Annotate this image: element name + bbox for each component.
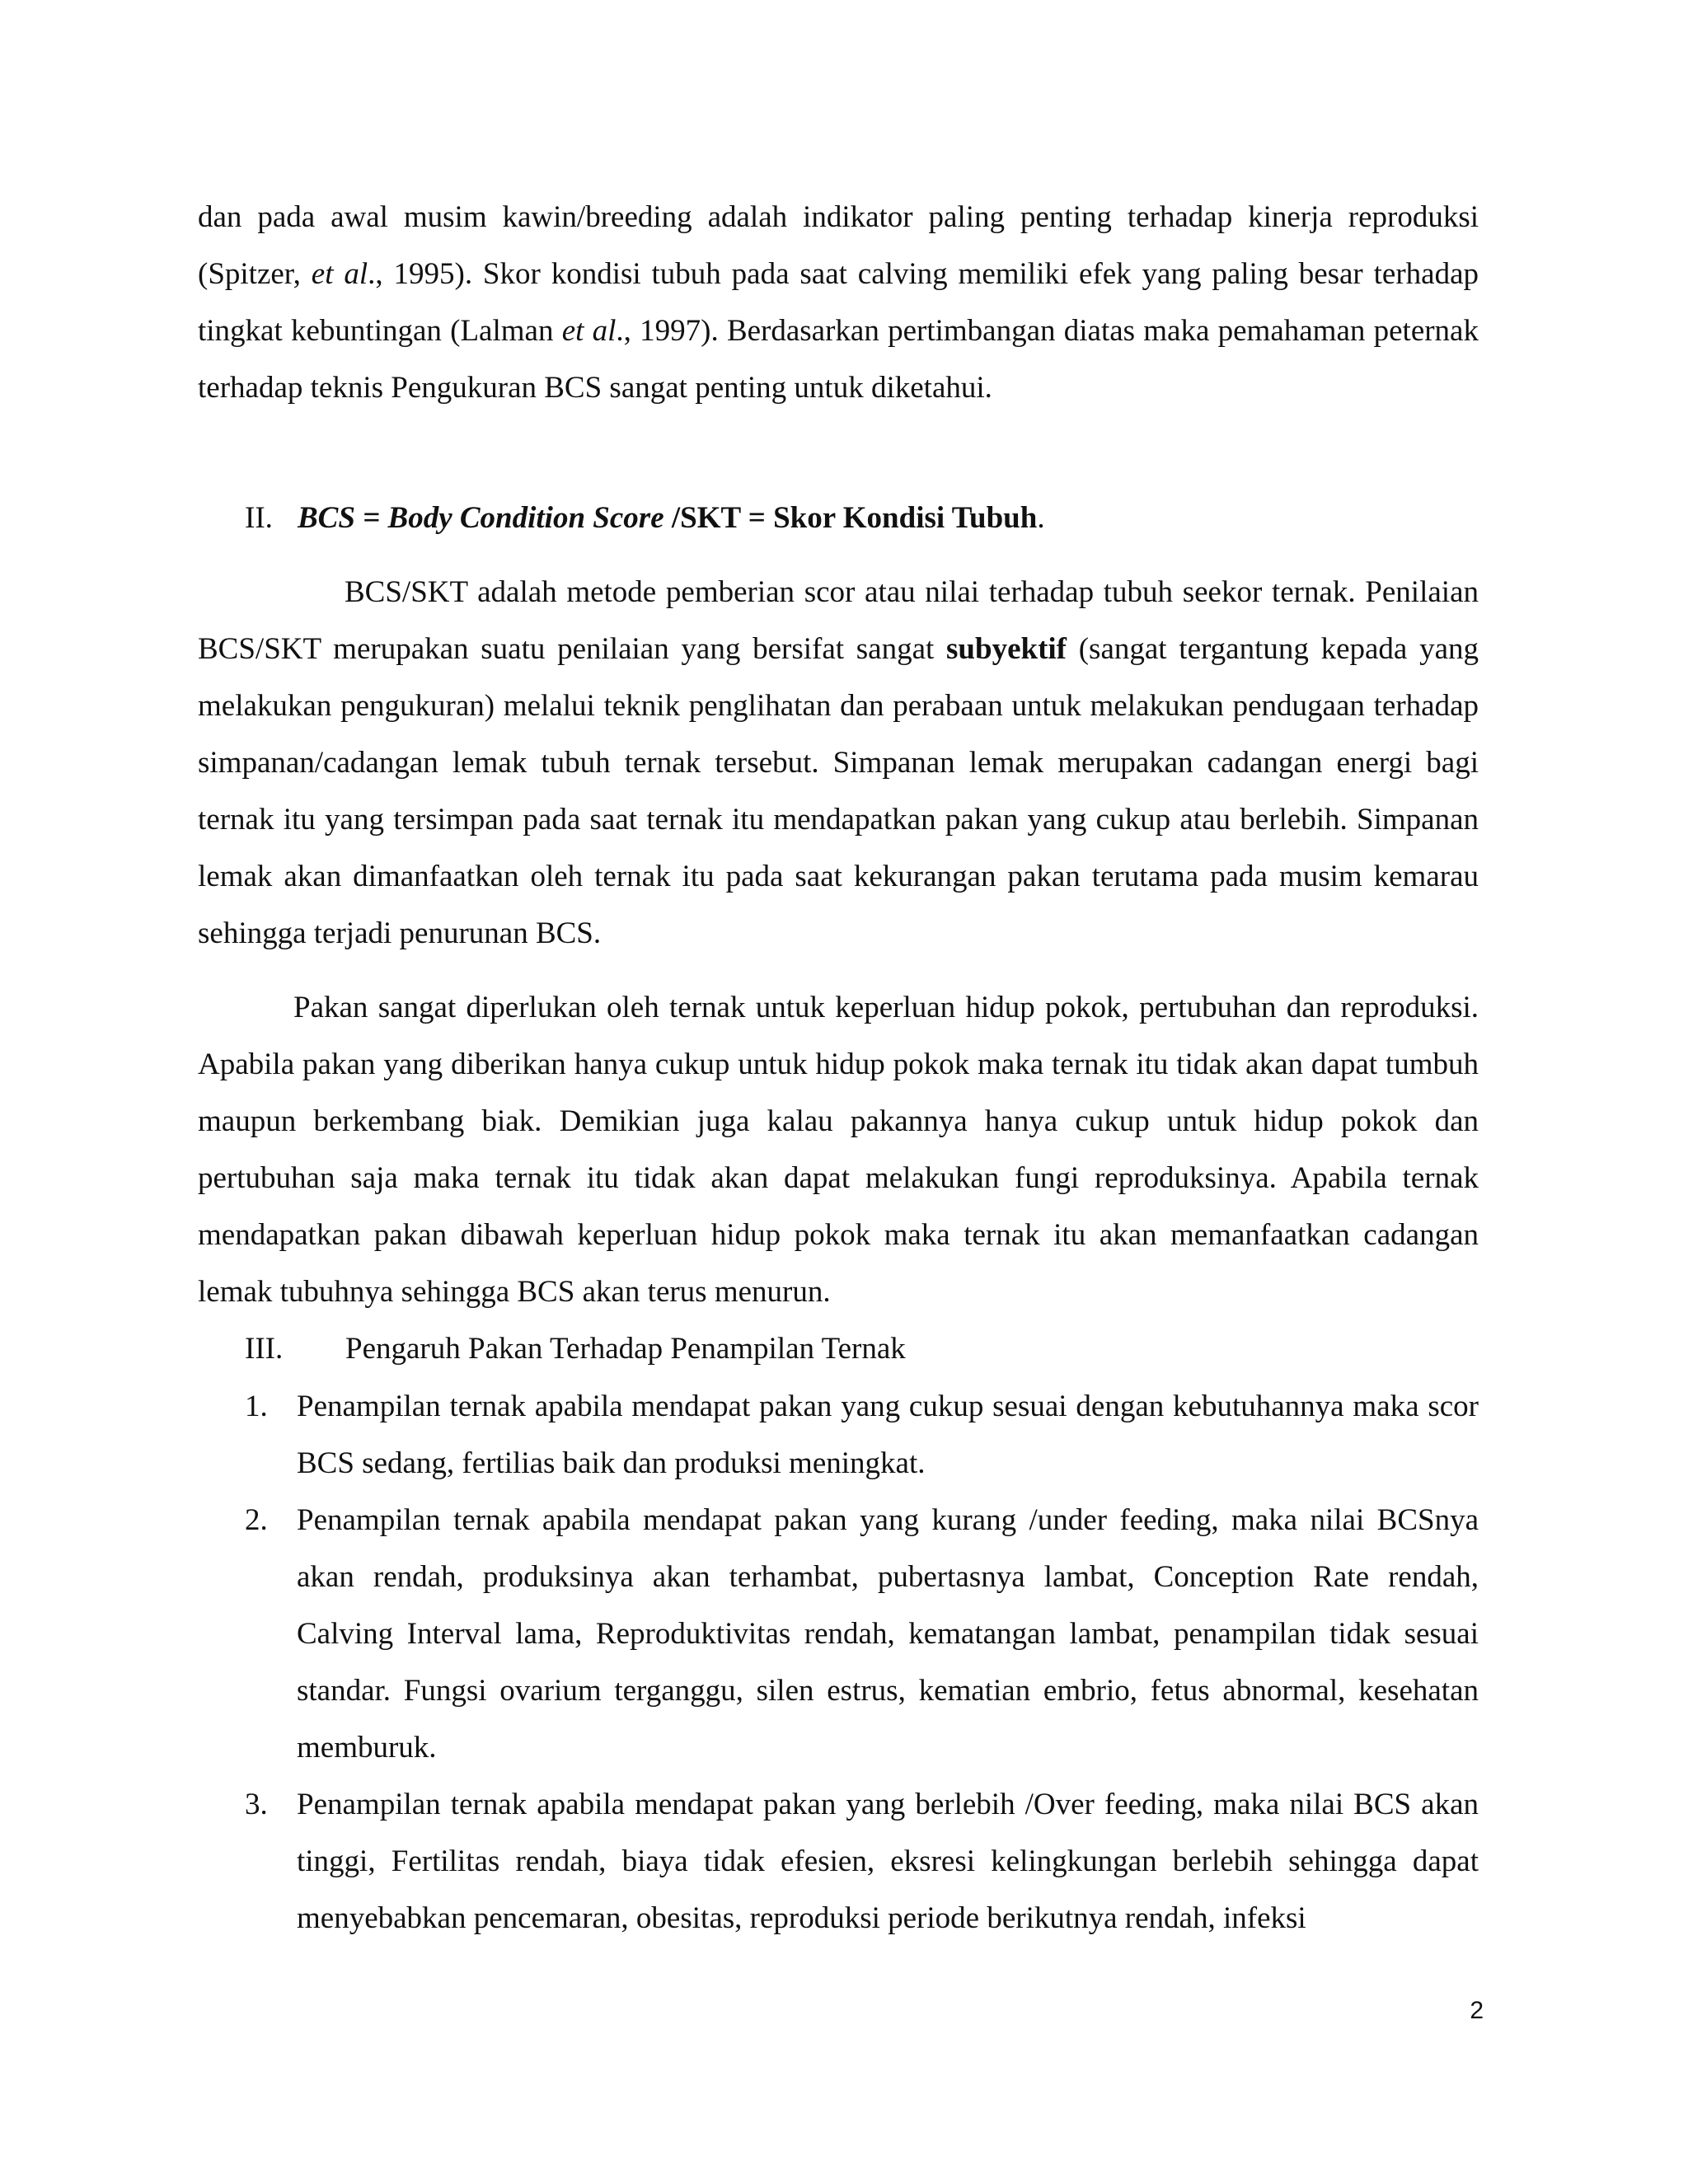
paragraph-text: ., 1995). Skor kondisi tubuh pada saat calving memiliki efek yang paling besar terhadap tingkat kebuntingan (Lalman <box>198 257 1479 348</box>
paragraph-text: ., 1997). Berdasarkan pertimbangan diatas maka pemahaman peternak terhadap teknis Pengukuran BCS sangat penting untuk diketahui. <box>198 314 1479 405</box>
list-marker: 1. <box>245 1390 268 1423</box>
section-number: III. <box>245 1332 284 1366</box>
emphasis-word: subyektif <box>946 632 1067 666</box>
section-number: II. <box>245 501 273 535</box>
list-marker: 3. <box>245 1788 268 1821</box>
paragraph-intro-continuation <box>198 189 1479 416</box>
list-item <box>0 1776 1688 1947</box>
list-item <box>0 1378 1688 1492</box>
citation-et-al: et al <box>561 314 617 348</box>
section-title-part: BCS = Body Condition Score <box>298 501 664 535</box>
paragraph-bcs-definition <box>198 564 1479 962</box>
list-item-text: Penampilan ternak apabila mendapat pakan yang cukup sesuai dengan kebutuhannya maka scor BCS sedang, fertilias baik dan produksi meningkat. <box>297 1390 1479 1480</box>
section-heading-3 <box>245 1320 906 1377</box>
section-title-end: . <box>1037 501 1045 535</box>
list-marker: 2. <box>245 1503 268 1537</box>
section-heading-2 <box>245 490 1045 546</box>
list-item <box>0 1492 1688 1776</box>
paragraph-pakan: Pakan sangat diperlukan oleh ternak untuk keperluan hidup pokok, pertubuhan dan reproduksi. Apabila pakan yang diberikan hanya cukup untuk hidup pokok maka ternak itu tidak akan dapat tumbuh maupun berkembang biak. Demikian juga kalau pakannya hanya cukup untuk hidup pokok dan pertubuhan saja maka ternak itu tidak akan dapat melakukan fungi reproduksinya. Apabila ternak mendapatkan pakan dibawah keperluan hidup pokok maka ternak itu akan memanfaatkan cadangan lemak tubuhnya sehingga BCS akan terus menurun. <box>198 991 1479 1309</box>
list-item-text: Penampilan ternak apabila mendapat pakan yang kurang /under feeding, maka nilai BCSnya akan rendah, produksinya akan terhambat, pubertasnya lambat, Conception Rate rendah, Calving Interval lama, Reproduktivitas rendah, kematangan lambat, penampilan tidak sesuai standar. Fungsi ovarium terganggu, silen estrus, kematian embrio, fetus abnormal, kesehatan memburuk. <box>297 1503 1479 1765</box>
paragraph-text: dan pada awal musim kawin/breeding adalah indikator paling penting terhadap kinerja reproduksi (Spitzer, <box>198 200 1479 291</box>
section-title: Pengaruh Pakan Terhadap Penampilan Ternak <box>345 1332 906 1366</box>
numbered-list <box>0 1378 1688 1947</box>
paragraph-text: (sangat tergantung kepada yang melakukan pengukuran) melalui teknik penglihatan dan perabaan untuk melakukan pendugaan terhadap simpanan/cadangan lemak tubuh ternak tersebut. Simpanan lemak merupakan cadangan energi bagi ternak itu yang tersimpan pada saat ternak itu mendapatkan pakan yang cukup atau berlebih. Simpanan lemak akan dimanfaatkan oleh ternak itu pada saat kekurangan pakan terutama pada musim kemarau sehingga terjadi penurunan BCS. <box>198 632 1479 950</box>
paragraph-text: BCS/SKT adalah metode pemberian scor atau nilai terhadap tubuh seekor ternak. Penilaian BCS/SKT merupakan suatu penilaian yang bersifat sangat <box>198 575 1479 666</box>
citation-et-al: et al <box>311 257 368 291</box>
section-title-part: /SKT = Skor Kondisi Tubuh <box>663 501 1038 535</box>
list-item-text: Penampilan ternak apabila mendapat pakan yang berlebih /Over feeding, maka nilai BCS akan tinggi, Fertilitas rendah, biaya tidak efesien, eksresi kelingkungan berlebih sehingga dapat menyebabkan pencemaran, obesitas, reproduksi periode berikutnya rendah, infeksi <box>297 1788 1479 1935</box>
page-number: 2 <box>1470 1997 1484 2024</box>
